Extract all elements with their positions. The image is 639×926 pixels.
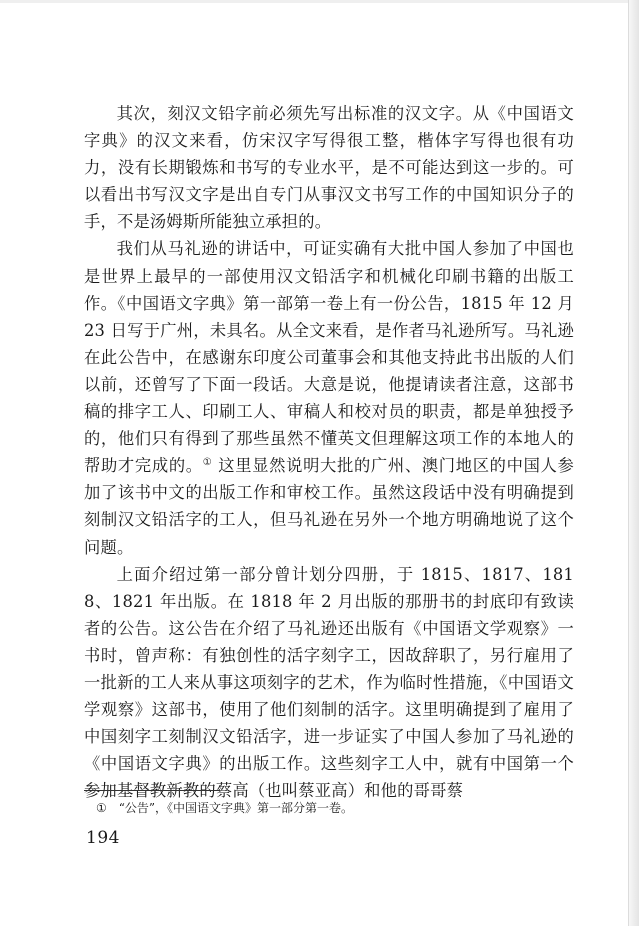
paragraph-2 <box>84 235 574 560</box>
page-number: 194 <box>86 828 120 848</box>
footnote <box>96 800 353 816</box>
page-right-edge <box>628 0 639 926</box>
footnote-rule <box>84 790 220 791</box>
footnote-mark: ① <box>96 801 107 815</box>
footnote-reference: ① <box>202 457 213 469</box>
body-text <box>84 100 574 804</box>
paragraph-3: 上面介绍过第一部分曾计划分四册，于 1815、1817、1818、1821 年出版。在 1818 年 2 月出版的那册书的封底印有致读者的公告。这公告在介绍了马礼逊还出版有《中国语文学观察》一书时，曾声称：有独创性的活字刻字工，因故辞职了，另行雇用了一批新的工人来从事这项刻字的艺术，作为临时性措施，《中国语文学观察》这部书，使用了他们刻制的活字。这里明确提到了雇用了中国刻字工刻制汉文铅活字，进一步证实了中国人参加了马礼逊的《中国语文字典》的出版工作。这些刻字工人中，就有中国第一个参加基督教新教的蔡高（也叫蔡亚高）和他的哥哥蔡 <box>84 564 574 801</box>
paragraph-2-tail: 这里显然说明大批的广州、澳门地区的中国人参加了该书中文的出版工作和审校工作。虽然这段话中没有明确提到刻制汉文铅活字的工人，但马礼逊在另外一个地方明确地说了这个问题。 <box>84 456 575 557</box>
footnote-text: “公告”，《中国语文字典》第一部分第一卷。 <box>118 801 354 815</box>
page-top-edge <box>0 0 639 3</box>
paragraph-2-main: 我们从马礼逊的讲话中，可证实确有大批中国人参加了中国也是世界上最早的一部使用汉文铅活字和机械化印刷书籍的出版工作。《中国语文字典》第一部第一卷上有一份公告，1815 年 12 月 23 日写于广州，未具名。从全文来看，是作者马礼逊所写。马礼逊在此公告中，在感谢东印度公司董事会和其他支持此书出版的人们以前，还曾写了下面一段话。大意是说，他提请读者注意，这部书稿的排字工人、印刷工人、审稿人和校对员的职责，都是单独授予的，他们只有得到了那些虽然不懂英文但理解这项工作的本地人的帮助才完成的。 <box>84 239 574 476</box>
paragraph-1: 其次，刻汉文铅字前必须先写出标准的汉文字。从《中国语文字典》的汉文来看，仿宋汉字写得很工整，楷体字写得也很有功力，没有长期锻炼和书写的专业水平，是不可能达到这一步的。可以看出书写汉文字是出自专门从事汉文书写工作的中国知识分子的手，不是汤姆斯所能独立承担的。 <box>84 104 574 232</box>
